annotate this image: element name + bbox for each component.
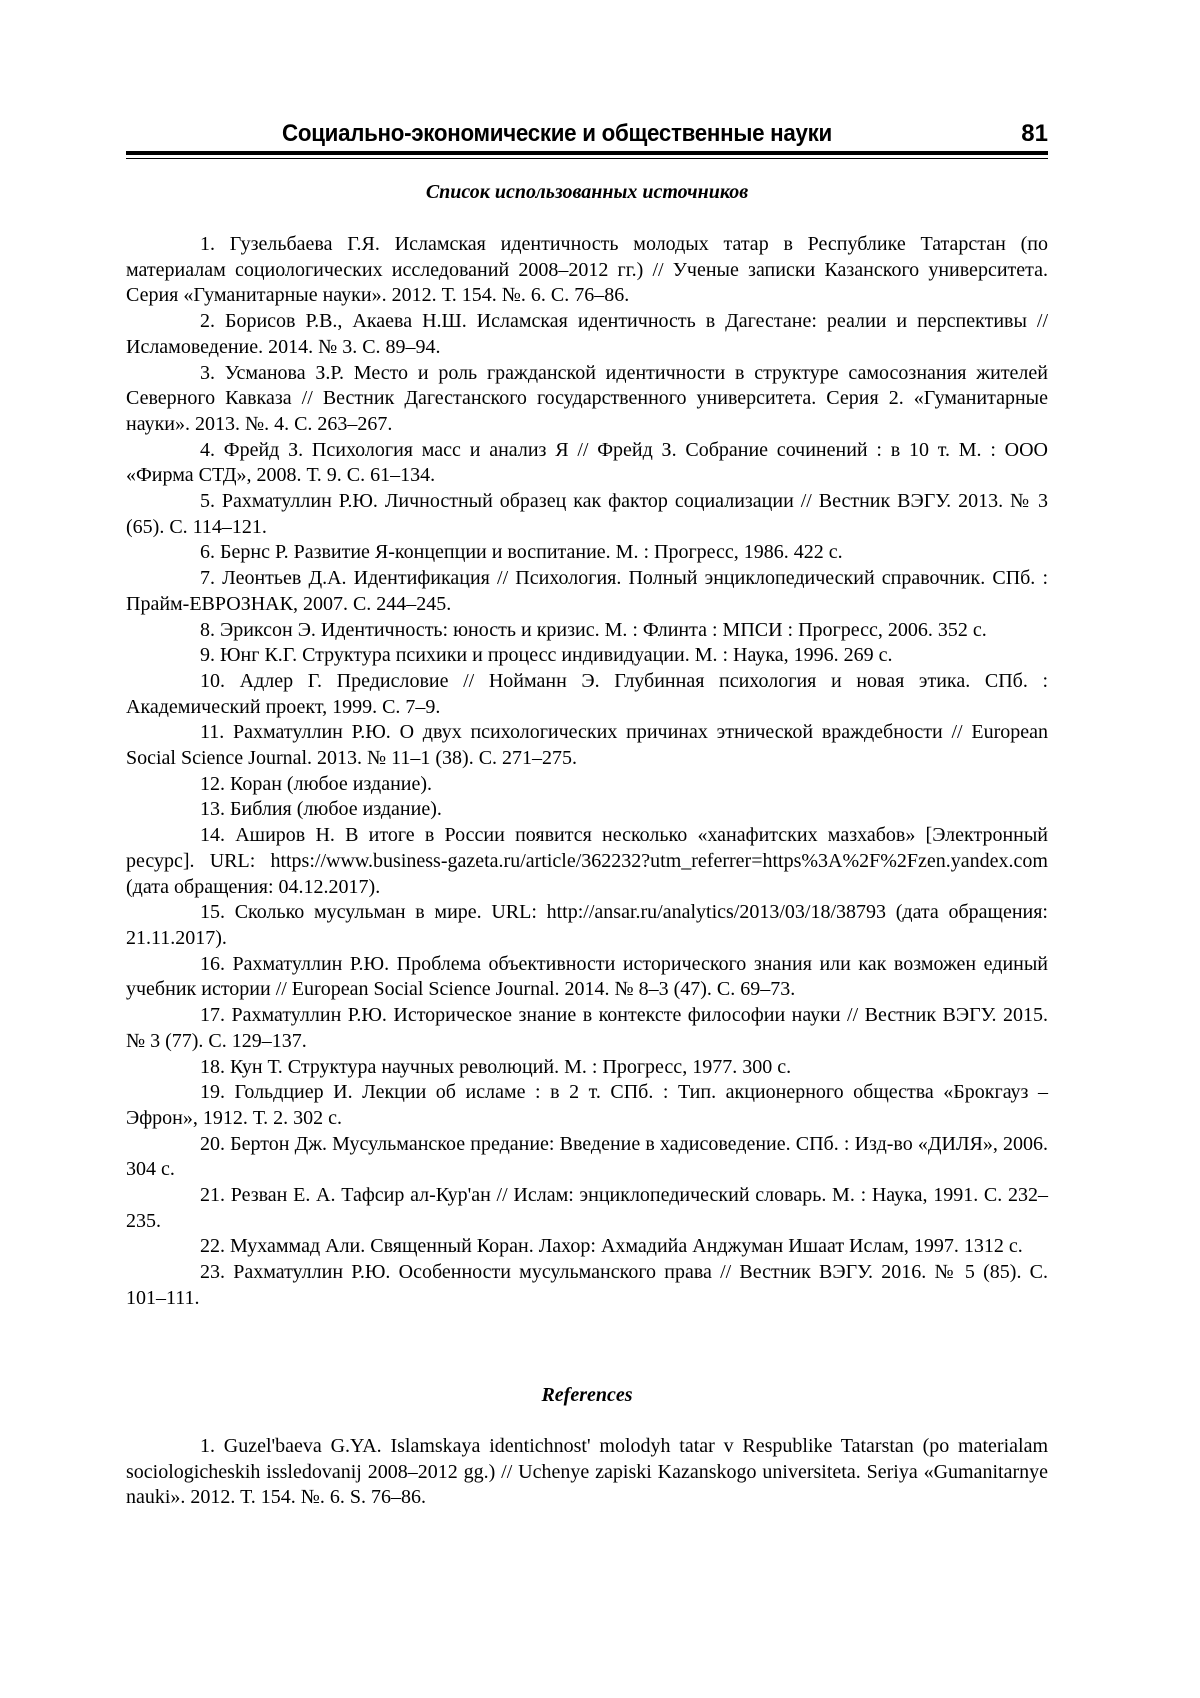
- source-entry: 20. Бертон Дж. Мусульманское предание: Введение в хадисоведение. СПб. : Изд-во «ДИЛЯ», 2006. 304 с.: [126, 1132, 1048, 1181]
- source-entry: 1. Гузельбаева Г.Я. Исламская идентичность молодых татар в Республике Татарстан (по материалам социологических исследований 2008–2012 гг.) // Ученые записки Казанского университета. Серия «Гуманитарные науки». 2012. Т. 154. №. 6. С. 76–86.: [126, 233, 1048, 307]
- source-entry: 12. Коран (любое издание).: [200, 772, 433, 795]
- source-entry: 6. Бернс Р. Развитие Я-концепции и воспитание. М. : Прогресс, 1986. 422 с.: [200, 541, 843, 564]
- source-entry: 15. Сколько мусульман в мире. URL: http://ansar.ru/analytics/2013/03/18/38793 (дата обращения: 21.11.2017).: [126, 901, 1048, 949]
- source-entry: 2. Борисов Р.В., Акаева Н.Ш. Исламская идентичность в Дагестане: реалии и перспективы // Исламоведение. 2014. № 3. С. 89–94.: [126, 310, 1048, 358]
- source-entry: 5. Рахматуллин Р.Ю. Личностный образец как фактор социализации // Вестник ВЭГУ. 2013. № 3 (65). С. 114–121.: [126, 490, 1048, 538]
- source-entry: 21. Резван Е. А. Тафсир ал-Кур'ан // Ислам: энциклопедический словарь. М. : Наука, 1991. С. 232–235.: [126, 1184, 1048, 1232]
- sources-list: [126, 232, 1048, 1312]
- references-section-title: References: [541, 1384, 633, 1406]
- source-entry: 13. Библия (любое издание).: [200, 798, 442, 821]
- sources-section-title: Список использованных источников: [425, 181, 749, 203]
- page-number: 81: [1021, 120, 1048, 147]
- source-entry: 11. Рахматуллин Р.Ю. О двух психологических причинах этнической враждебности // European Social Science Journal. 2013. № 11–1 (38). С. 271–275.: [126, 721, 1048, 770]
- running-header-title: Социально-экономические и общественные науки: [281, 120, 832, 147]
- running-header: [126, 120, 1048, 152]
- header-rule-thick: [126, 151, 1048, 155]
- source-entry: 9. Юнг К.Г. Структура психики и процесс индивидуации. М. : Наука, 1996. 269 с.: [200, 644, 893, 667]
- source-entry: 7. Леонтьев Д.А. Идентификация // Психология. Полный энциклопедический справочник. СПб. : Прайм-ЕВРОЗНАК, 2007. С. 244–245.: [126, 567, 1048, 615]
- source-entry: 23. Рахматуллин Р.Ю. Особенности мусульманского права // Вестник ВЭГУ. 2016. № 5 (85). С. 101–111.: [126, 1261, 1048, 1309]
- source-entry: 19. Гольдциер И. Лекции об исламе : в 2 т. СПб. : Тип. акционерного общества «Брокгауз – Эфрон», 1912. Т. 2. 302 с.: [126, 1081, 1048, 1129]
- source-entry: 4. Фрейд З. Психология масс и анализ Я // Фрейд З. Собрание сочинений : в 10 т. М. : ООО «Фирма СТД», 2008. Т. 9. С. 61–134.: [126, 438, 1048, 487]
- source-entry: 10. Адлер Г. Предисловие // Нойманн Э. Глубинная психология и новая этика. СПб. : Академический проект, 1999. С. 7–9.: [126, 669, 1048, 718]
- source-entry: 3. Усманова З.Р. Место и роль гражданской идентичности в структуре самосознания жителей Северного Кавказа // Вестник Дагестанского государственного университета. Серия 2. «Гуманитарные науки». 2013. №. 4. С. 263–267.: [126, 361, 1048, 435]
- source-entry: 22. Мухаммад Али. Священный Коран. Лахор: Ахмадийа Анджуман Ишаат Ислам, 1997. 1312 с.: [200, 1235, 1023, 1258]
- references-list: [126, 1434, 1048, 1511]
- header-rule-thin: [126, 158, 1048, 159]
- reference-entry: 1. Guzel'baeva G.YA. Islamskaya identichnost' molodyh tatar v Respublike Tatarstan (po materialam sociologicheskih issledovanij 2008–2012 gg.) // Uchenye zapiski Kazanskogo universiteta. Seriya «Gumanitarnye nauki». 2012. T. 154. №. 6. S. 76–86.: [126, 1435, 1048, 1509]
- source-entry: 8. Эриксон Э. Идентичность: юность и кризис. М. : Флинта : МПСИ : Прогресс, 2006. 352 с.: [200, 618, 987, 641]
- source-entry: 14. Аширов Н. В итоге в России появится несколько «ханафитских мазхабов» [Электронный ресурс]. URL: https://www.business-gazeta.ru/article/362232?utm_referrer=https%3A%2F%2Fzen.yandex.com (дата обращения: 04.12.2017).: [126, 824, 1048, 898]
- source-entry: 18. Кун Т. Структура научных революций. М. : Прогресс, 1977. 300 с.: [200, 1055, 792, 1078]
- source-entry: 17. Рахматуллин Р.Ю. Историческое знание в контексте философии науки // Вестник ВЭГУ. 2015. № 3 (77). С. 129–137.: [126, 1004, 1048, 1052]
- source-entry: 16. Рахматуллин Р.Ю. Проблема объективности исторического знания или как возможен единый учебник истории // European Social Science Journal. 2014. № 8–3 (47). С. 69–73.: [126, 952, 1048, 1001]
